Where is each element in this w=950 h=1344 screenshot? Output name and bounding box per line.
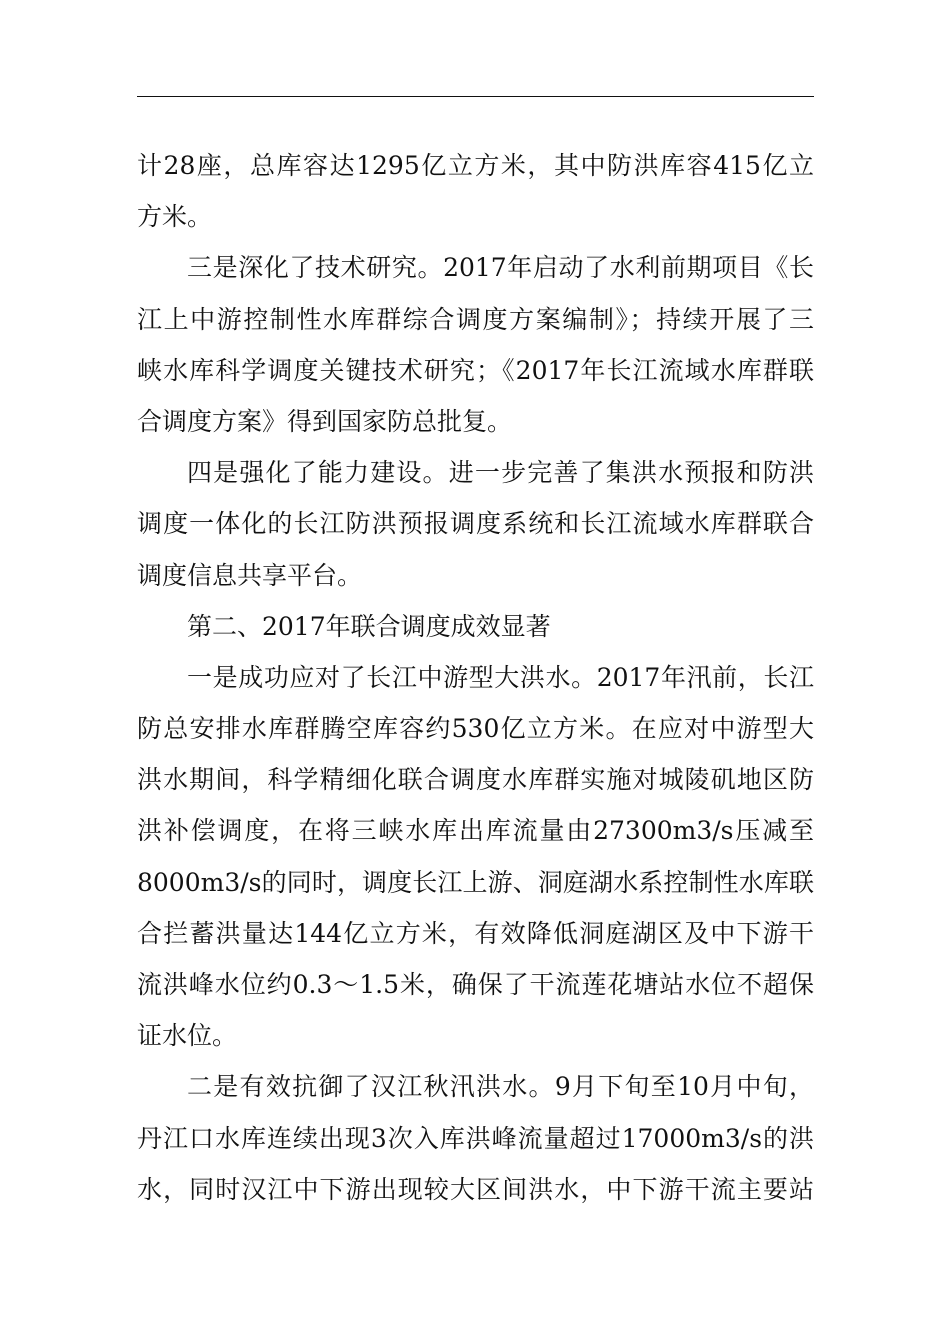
paragraph: [137, 447, 814, 601]
text-line: 三是深化了技术研究。2017年启动了水利前期项目《长: [187, 253, 814, 283]
text-line: 洪水期间，科学精细化联合调度水库群实施对城陵矶地区防: [137, 765, 814, 795]
text-line: 流洪峰水位约0.3～1.5米，确保了干流莲花塘站水位不超保: [137, 970, 814, 999]
text-line: 证水位。: [137, 1021, 238, 1051]
body-text: [137, 140, 814, 1215]
text-line: 江上中游控制性水库群综合调度方案编制》；持续开展了三: [137, 304, 814, 334]
paragraph: [137, 1061, 814, 1215]
text-line: 二是有效抗御了汉江秋汛洪水。9月下旬至10月中旬，: [187, 1072, 814, 1102]
text-line: 调度一体化的长江防洪预报调度系统和长江流域水库群联合: [137, 509, 814, 539]
text-line: 合拦蓄洪量达144亿立方米，有效降低洞庭湖区及中下游干: [137, 918, 814, 948]
text-line: 丹江口水库连续出现3次入库洪峰流量超过17000m3/s的洪: [137, 1123, 814, 1153]
text-line: 8000m3/s的同时，调度长江上游、洞庭湖水系控制性水库联: [137, 867, 814, 897]
header-rule: [137, 96, 814, 97]
text-line: 调度信息共享平台。: [137, 560, 363, 590]
paragraph: [137, 652, 814, 1062]
text-line: 四是强化了能力建设。进一步完善了集洪水预报和防洪: [187, 458, 814, 488]
section-heading: [137, 601, 814, 652]
text-line: 峡水库科学调度关键技术研究；《2017年长江流域水库群联: [137, 355, 814, 385]
text-line: 方米。: [137, 202, 213, 232]
paragraph: [137, 242, 814, 447]
text-line: 一是成功应对了长江中游型大洪水。2017年汛前，长江: [187, 662, 814, 692]
paragraph: [137, 140, 814, 242]
text-line: 防总安排水库群腾空库容约530亿立方米。在应对中游型大: [137, 714, 814, 744]
text-line: 洪补偿调度，在将三峡水库出库流量由27300m3/s压减至: [137, 816, 814, 846]
text-line: 合调度方案》得到国家防总批复。: [137, 406, 513, 436]
text-line: 计28座，总库容达1295亿立方米，其中防洪库容415亿立: [137, 151, 814, 180]
text-line: 水，同时汉江中下游出现较大区间洪水，中下游干流主要站: [137, 1174, 814, 1204]
text-line: 第二、2017年联合调度成效显著: [187, 611, 551, 641]
